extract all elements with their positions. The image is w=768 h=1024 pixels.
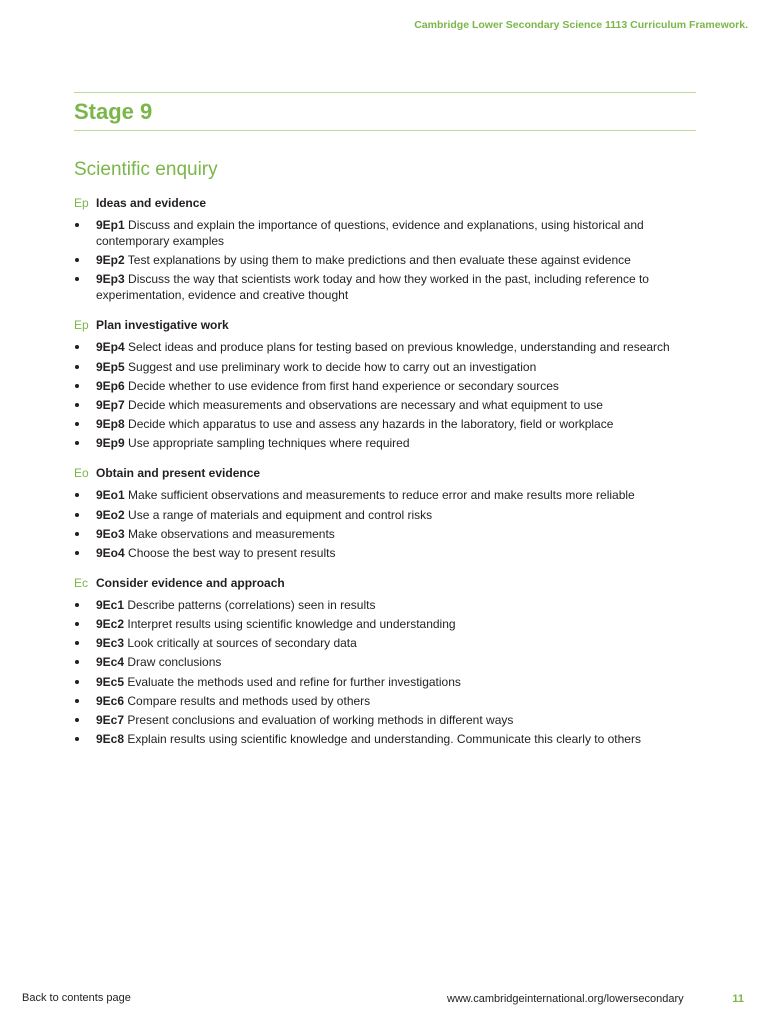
- objective-code: 9Eo1: [96, 488, 125, 503]
- bullet-icon: [75, 277, 79, 281]
- bullet-icon: [75, 680, 79, 684]
- objective-code: 9Ep3: [96, 272, 125, 287]
- objective-code: 9Ec1: [96, 597, 125, 612]
- bullet-icon: [75, 493, 79, 497]
- bullet-icon: [75, 365, 79, 369]
- objective-code: 9Eo3: [96, 526, 125, 541]
- objective-list: [74, 597, 694, 747]
- objective-item: [74, 271, 694, 303]
- objective-text: Select ideas and produce plans for testing based on previous knowledge, understanding and research: [124, 340, 670, 355]
- objective-item: [74, 674, 694, 690]
- objective-code: 9Ec4: [96, 655, 125, 670]
- objective-text: Decide whether to use evidence from first hand experience or secondary sources: [124, 378, 559, 393]
- objective-item: [74, 545, 694, 561]
- strand-heading: [74, 465, 694, 481]
- objective-item: [74, 635, 694, 651]
- objective-item: [74, 654, 694, 670]
- objective-text: Look critically at sources of secondary data: [124, 636, 357, 651]
- bullet-icon: [75, 551, 79, 555]
- stage-bottom-rule: [74, 130, 696, 131]
- strand-group: [74, 317, 694, 451]
- objective-text: Discuss and explain the importance of questions, evidence and explanations, using historical and contemporary examples: [96, 218, 644, 248]
- back-to-contents-link[interactable]: Back to contents page: [22, 992, 131, 1004]
- bullet-icon: [75, 223, 79, 227]
- strand-heading: [74, 575, 694, 591]
- objective-text: Discuss the way that scientists work today and how they worked in the past, including reference to experimentation, evidence and creative thought: [96, 272, 649, 303]
- objective-code: 9Ep6: [96, 378, 125, 393]
- objective-item: [74, 507, 694, 523]
- footer-url-link[interactable]: www.cambridgeinternational.org/lowersecondary: [447, 993, 684, 1005]
- objective-code: 9Ep1: [96, 218, 125, 232]
- objective-list: [74, 487, 694, 561]
- strand-code: Ep: [74, 318, 89, 333]
- objective-text: Compare results and methods used by others: [124, 693, 371, 708]
- objective-code: 9Ep9: [96, 436, 125, 451]
- objective-text: Use appropriate sampling techniques where required: [124, 436, 410, 451]
- objective-item: [74, 416, 694, 432]
- objective-code: 9Ep4: [96, 340, 125, 355]
- strand-heading: [74, 195, 694, 211]
- strand-group: [74, 575, 694, 747]
- objective-item: [74, 597, 694, 613]
- bullet-icon: [75, 532, 79, 536]
- objective-code: 9Ec3: [96, 636, 125, 651]
- bullet-icon: [75, 441, 79, 445]
- objective-list: [74, 217, 694, 303]
- objective-code: 9Ec8: [96, 732, 125, 747]
- objective-code: 9Ec7: [96, 713, 125, 727]
- bullet-icon: [75, 660, 79, 664]
- objective-text: Make observations and measurements: [124, 526, 335, 541]
- objective-text: Suggest and use preliminary work to decide how to carry out an investigation: [124, 359, 537, 374]
- objective-code: 9Ep7: [96, 397, 125, 412]
- strand-title: Obtain and present evidence: [96, 466, 261, 481]
- page-number: 11: [732, 993, 744, 1005]
- objective-item: [74, 359, 694, 375]
- bullet-icon: [75, 641, 79, 645]
- objective-text: Use a range of materials and equipment and control risks: [124, 507, 433, 522]
- bullet-icon: [75, 345, 79, 349]
- objective-item: [74, 731, 694, 747]
- objective-list: [74, 339, 694, 451]
- objective-code: 9Ep8: [96, 417, 125, 432]
- objective-code: 9Ec5: [96, 674, 125, 689]
- stage-title: Stage 9: [74, 99, 153, 124]
- objective-text: Test explanations by using them to make predictions and then evaluate these against evidence: [124, 253, 631, 268]
- bullet-icon: [75, 718, 79, 722]
- objective-code: 9Ep2: [96, 253, 125, 268]
- bullet-icon: [75, 622, 79, 626]
- objective-item: [74, 217, 694, 249]
- objective-item: [74, 435, 694, 451]
- bullet-icon: [75, 603, 79, 607]
- objective-item: [74, 487, 694, 503]
- objective-text: Choose the best way to present results: [124, 545, 336, 560]
- strand-title: Ideas and evidence: [96, 196, 207, 210]
- objective-text: Present conclusions and evaluation of working methods in different ways: [124, 713, 514, 727]
- bullet-icon: [75, 258, 79, 262]
- enquiry-content: [74, 195, 694, 761]
- objective-text: Evaluate the methods used and refine for further investigations: [124, 674, 461, 689]
- bullet-icon: [75, 699, 79, 703]
- objective-code: 9Eo2: [96, 507, 125, 522]
- strand-group: [74, 195, 694, 303]
- strand-group: [74, 465, 694, 561]
- objective-text: Decide which apparatus to use and assess any hazards in the laboratory, field or workplace: [124, 417, 614, 432]
- objective-item: [74, 526, 694, 542]
- strand-code: Ep: [74, 196, 89, 210]
- objective-code: 9Eo4: [96, 545, 125, 560]
- objective-text: Interpret results using scientific knowledge and understanding: [124, 617, 456, 632]
- objective-text: Make sufficient observations and measurements to reduce error and make results more reliable: [124, 488, 635, 503]
- objective-item: [74, 378, 694, 394]
- objective-code: 9Ec2: [96, 617, 125, 632]
- strand-title: Plan investigative work: [96, 318, 229, 333]
- objective-text: Explain results using scientific knowledge and understanding. Communicate this clearly to others: [124, 732, 641, 747]
- objective-text: Decide which measurements and observations are necessary and what equipment to use: [124, 397, 603, 412]
- objective-item: [74, 339, 694, 355]
- objective-code: 9Ep5: [96, 359, 125, 374]
- strand-code: Ec: [74, 575, 89, 590]
- strand-heading: [74, 317, 694, 333]
- objective-item: [74, 616, 694, 632]
- objective-text: Draw conclusions: [124, 655, 222, 670]
- objective-item: [74, 712, 694, 728]
- objective-item: [74, 252, 694, 268]
- bullet-icon: [75, 737, 79, 741]
- bullet-icon: [75, 403, 79, 407]
- strand-title: Consider evidence and approach: [96, 575, 285, 590]
- bullet-icon: [75, 384, 79, 388]
- strand-code: Eo: [74, 466, 89, 481]
- document-header-title: Cambridge Lower Secondary Science 1113 Curriculum Framework.: [414, 19, 748, 31]
- bullet-icon: [75, 513, 79, 517]
- objective-item: [74, 397, 694, 413]
- stage-top-rule: [74, 92, 696, 93]
- objective-item: [74, 693, 694, 709]
- bullet-icon: [75, 422, 79, 426]
- section-title: Scientific enquiry: [74, 159, 218, 180]
- objective-code: 9Ec6: [96, 693, 125, 708]
- objective-text: Describe patterns (correlations) seen in results: [124, 597, 376, 612]
